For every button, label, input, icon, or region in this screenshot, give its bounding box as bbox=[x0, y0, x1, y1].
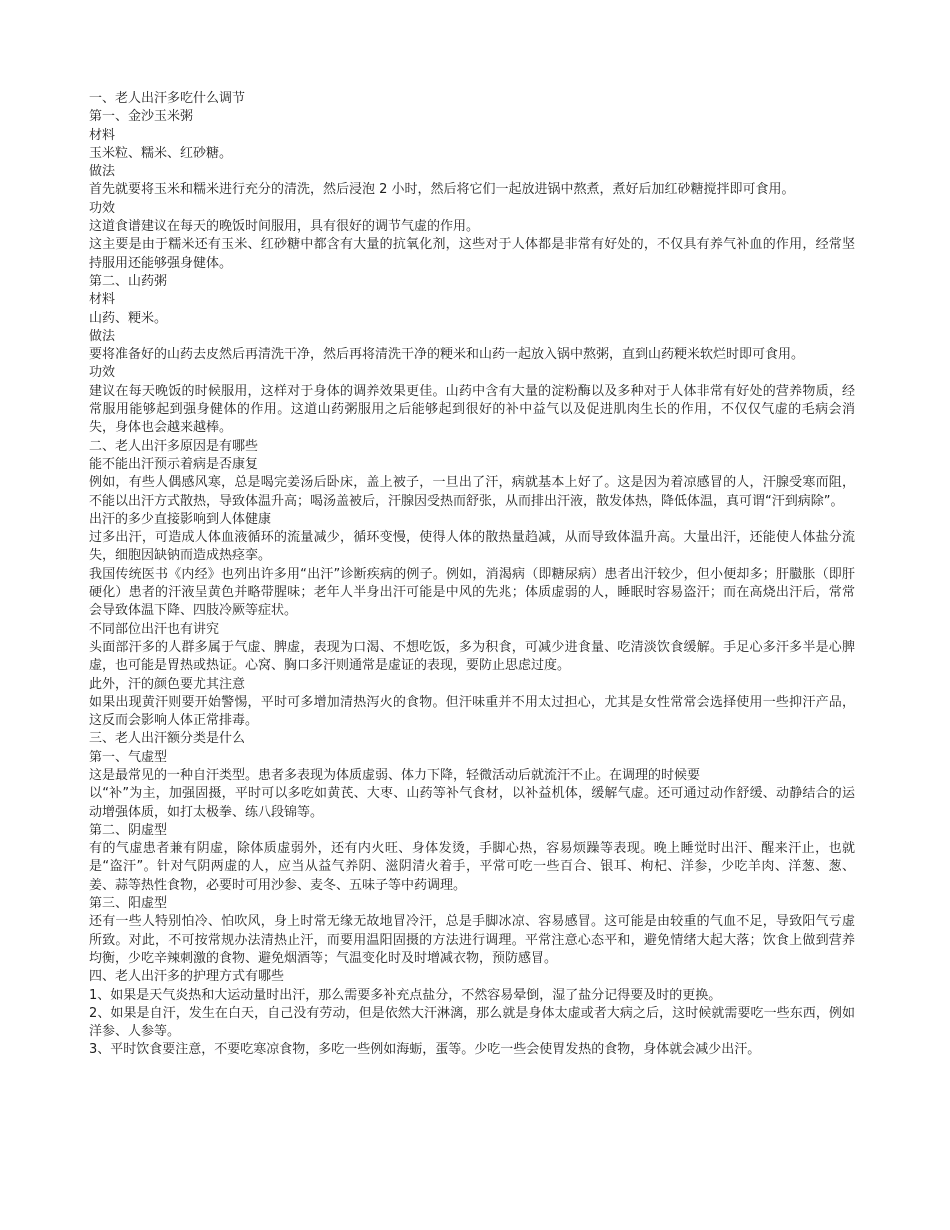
section-heading-1: 一、老人出汗多吃什么调节 bbox=[89, 91, 246, 106]
paragraph: 要将准备好的山药去皮然后再清洗干净，然后再将清洗干净的粳米和山药一起放入锅中熬粥，直到山药粳米软烂时即可食用。 bbox=[89, 347, 805, 363]
section-heading-2: 二、老人出汗多原因是有哪些 bbox=[89, 438, 259, 454]
paragraph: 如果出现黄汗则要开始警惕，平时可多增加清热泻火的食物。但汗味重并不用太过担心，尤其是女性常常会选择使用一些抑汗产品，这反而会影响人体正常排毒。 bbox=[89, 694, 855, 729]
paragraph: 这道食谱建议在每天的晚饭时间服用，具有很好的调节气虚的作用。 bbox=[89, 219, 480, 235]
label-ingredients: 材料 bbox=[89, 292, 116, 308]
paragraph: 例如，有些人偶感风寒，总是喝完姜汤后卧床，盖上被子，一旦出了汗，病就基本上好了。这是因为着凉感冒的人，汗腺受寒而阻，不能以出汗方式散热，导致体温升高；喝汤盖被后，汗腺因受热而舒张，从而排出汗液，散发体热，降低体温，真可谓“汗到病除”。 bbox=[89, 475, 855, 509]
section-heading-3: 三、老人出汗额分类是什么 bbox=[89, 731, 246, 747]
subheading-type-1: 第一、气虚型 bbox=[89, 749, 168, 765]
paragraph: 这是最常见的一种自汗类型。患者多表现为体质虚弱、体力下降，轻微活动后就流汗不止。在调理的时候要 bbox=[89, 767, 701, 783]
list-item: 1、如果是天气炎热和大运动量时出汗，那么需要多补充点盐分，不然容易晕倒，湿了盐分记得要及时的更换。 bbox=[89, 987, 722, 1003]
subheading-type-2: 第二、阴虚型 bbox=[89, 822, 168, 838]
subheading-type-3: 第三、阳虚型 bbox=[89, 896, 168, 912]
paragraph: 这主要是由于糯米还有玉米、红砂糖中都含有大量的抗氧化剂，这些对于人体都是非常有好处的，不仅具有养气补血的作用，经常坚持服用还能够强身健体。 bbox=[89, 237, 855, 271]
label-effect: 功效 bbox=[89, 365, 116, 381]
label-method: 做法 bbox=[89, 328, 116, 344]
label-ingredients: 材料 bbox=[89, 127, 116, 143]
list-item: 3、平时饮食要注意，不要吃寒凉食物，多吃一些例如海蛎，蛋等。少吃一些会使胃发热的食物，身体就会减少出汗。 bbox=[89, 1042, 761, 1058]
paragraph: 山药、粳米。 bbox=[89, 310, 168, 326]
subheading: 能不能出汗预示着病是否康复 bbox=[89, 456, 259, 472]
section-heading-4: 四、老人出汗多的护理方式有哪些 bbox=[89, 969, 285, 985]
subheading-recipe-2: 第二、山药粥 bbox=[89, 273, 168, 289]
paragraph: 玉米粒、糯米、红砂糖。 bbox=[89, 145, 233, 161]
paragraph: 首先就要将玉米和糯米进行充分的清洗，然后浸泡 2 小时，然后将它们一起放进锅中熬煮，煮好后加红砂糖搅拌即可食用。 bbox=[89, 182, 795, 198]
list-item: 2、如果是自汗，发生在白天，自己没有劳动，但是依然大汗淋漓，那么就是身体太虚或者大病之后，这时候就需要吃一些东西，例如洋参、人参等。 bbox=[89, 1005, 855, 1040]
paragraph: 有的气虚患者兼有阴虚，除体质虚弱外，还有内火旺、身体发烫，手脚心热，容易烦躁等表现。晚上睡觉时出汗、醒来汗止，也就是“盗汗”。针对气阴两虚的人，应当从益气养阴、滋阴清火着手，平常可吃一些百合、银耳、枸杞、洋参，少吃羊肉、洋葱、葱、姜、蒜等热性食物，必要时可用沙参、麦冬、五味子等中药调理。 bbox=[89, 841, 855, 893]
paragraph: 头面部汗多的人群多属于气虚、脾虚，表现为口渴、不想吃饭，多为积食，可减少进食量、吃清淡饮食缓解。手足心多汗多半是心脾虚，也可能是胃热或热证。心窝、胸口多汗则通常是虚证的表现，要防止思虑过度。 bbox=[89, 639, 855, 674]
subheading-recipe-1: 第一、金沙玉米粥 bbox=[89, 109, 194, 125]
paragraph: 还有一些人特别怕冷、怕吹风，身上时常无缘无故地冒冷汗，总是手脚冰凉、容易感冒。这可能是由较重的气血不足，导致阳气亏虚所致。对此，不可按常规办法清热止汗，而要用温阳固摄的方法进行调理。平常注意心态平和，避免情绪大起大落；饮食上做到营养均衡，少吃辛辣刺激的食物、避免烟酒等；气温变化时及时增减衣物，预防感冒。 bbox=[89, 914, 855, 966]
label-method: 做法 bbox=[89, 164, 116, 180]
paragraph: 我国传统医书《内经》也列出许多用“出汗”诊断疾病的例子。例如，消渴病（即糖尿病）患者出汗较少，但小便却多；肝臌胀（即肝硬化）患者的汗液呈黄色并略带腥味；老年人半身出汗可能是中风的先兆；体质虚弱的人，睡眠时容易盗汗；而在高烧出汗后，常常会导致体温下降、四肢冷厥等症状。 bbox=[89, 566, 855, 619]
paragraph: 建议在每天晚饭的时候服用，这样对于身体的调养效果更佳。山药中含有大量的淀粉酶以及多种对于人体非常有好处的营养物质，经常服用能够起到强身健体的作用。这道山药粥服用之后能够起到很好的补中益气以及促进肌肉生长的作用，不仅仅气虚的毛病会消失，身体也会越来越棒。 bbox=[89, 383, 855, 436]
subheading: 出汗的多少直接影响到人体健康 bbox=[89, 511, 272, 527]
label-effect: 功效 bbox=[89, 200, 116, 216]
paragraph: 过多出汗，可造成人体血液循环的流量减少，循环变慢，使得人体的散热量趋减，从而导致体温升高。大量出汗，还能使人体盐分流失，细胞因缺钠而造成热痉挛。 bbox=[89, 530, 855, 564]
subheading: 此外，汗的颜色要尤其注意 bbox=[89, 676, 246, 692]
document-body bbox=[89, 90, 855, 1060]
subheading: 不同部位出汗也有讲究 bbox=[89, 621, 220, 637]
paragraph: 以“补”为主，加强固摄，平时可以多吃如黄芪、大枣、山药等补气食材，以补益机体，缓解气虚。还可通过动作舒缓、动静结合的运动增强体质，如打太极拳、练八段锦等。 bbox=[89, 786, 855, 820]
